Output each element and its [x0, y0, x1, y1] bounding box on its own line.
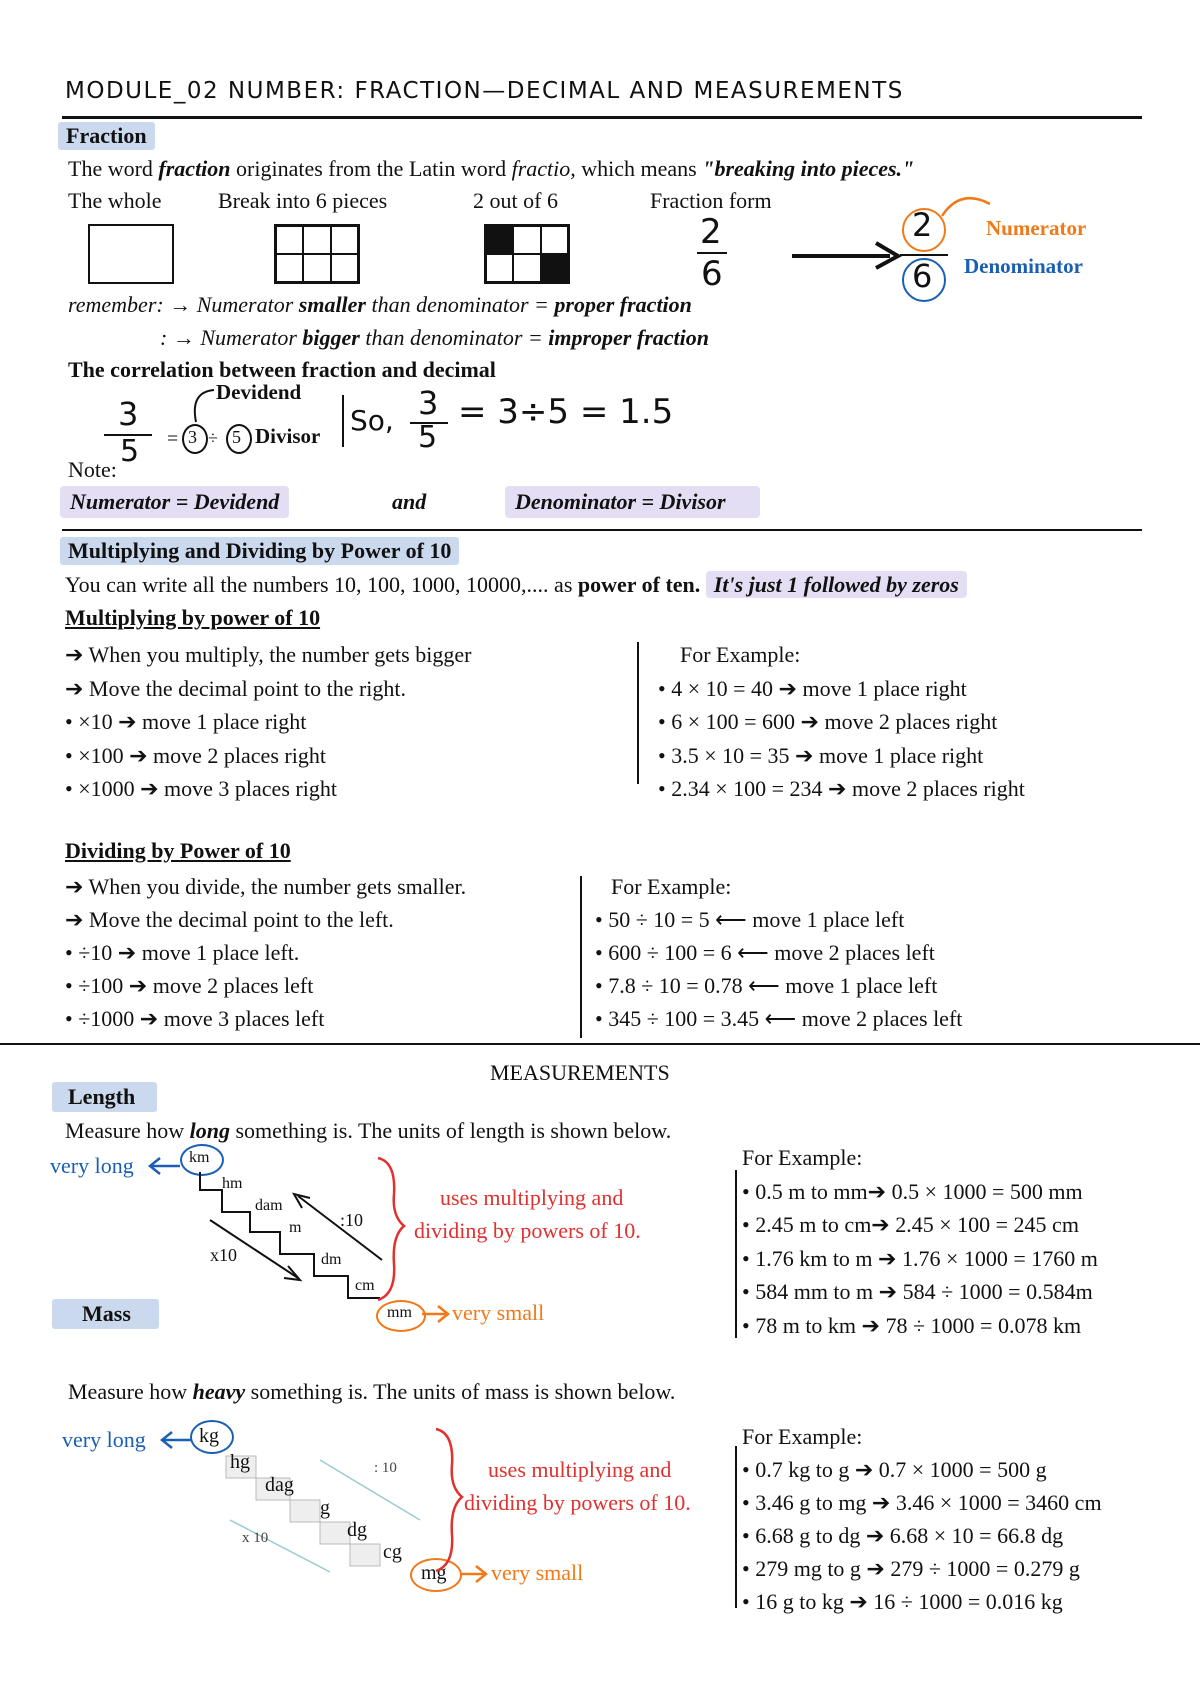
mass-brace-note-1: uses multiplying and [488, 1457, 672, 1482]
mult-example: • 2.34 × 100 = 234 ➔ move 2 places right [658, 776, 1025, 801]
length-div-label: :10 [340, 1210, 364, 1230]
mass-divider [735, 1446, 737, 1608]
arrow-right-icon [790, 240, 905, 270]
big-fraction-bar [900, 254, 948, 256]
hand-numerator: 3 [418, 384, 439, 422]
unit-hg: hg [230, 1451, 250, 1473]
mass-example: • 279 mg to g ➔ 279 ÷ 1000 = 0.279 g [742, 1556, 1080, 1581]
label-fraction-form: Fraction form [650, 188, 772, 213]
div-rule: ➔ Move the decimal point to the left. [65, 907, 394, 932]
length-brace-icon [374, 1154, 414, 1304]
mult-divider [637, 642, 639, 784]
unit-dam: dam [255, 1197, 283, 1214]
length-example: • 2.45 m to cm➔ 2.45 × 100 = 245 cm [742, 1212, 1079, 1237]
unit-cm: cm [355, 1277, 375, 1294]
length-example: • 1.76 km to m ➔ 1.76 × 1000 = 1760 m [742, 1245, 1098, 1271]
unit-m: m [289, 1219, 302, 1236]
mult-example: • 6 × 100 = 600 ➔ move 2 places right [658, 709, 998, 734]
arrow-left-icon [158, 1430, 194, 1450]
length-examples [742, 1141, 1098, 1342]
length-very-small: very small [452, 1300, 545, 1325]
mass-very-small: very small [491, 1560, 584, 1585]
length-brace-note-2: dividing by powers of 10. [414, 1218, 641, 1243]
divisor-label: Divisor [255, 424, 321, 448]
hand-denominator: 5 [418, 420, 438, 455]
length-example: • 0.5 m to mm➔ 0.5 × 1000 = 500 mm [742, 1178, 1083, 1204]
unit-kg: kg [199, 1425, 219, 1447]
mass-example: • 16 g to kg ➔ 16 ÷ 1000 = 0.016 kg [742, 1589, 1063, 1614]
mult-rule: • ×100 ➔ move 2 places right [65, 742, 326, 768]
mass-div-label: : 10 [374, 1460, 397, 1476]
length-divider [735, 1170, 737, 1338]
mass-example: • 6.68 g to dg ➔ 6.68 × 10 = 66.8 dg [742, 1523, 1064, 1548]
length-heading: Length [52, 1082, 157, 1112]
fraction-heading: Fraction [58, 122, 155, 150]
power-intro: You can write all the numbers 10, 100, 1000, 10000,.... as power of ten. It's just 1 followed by zeros [65, 572, 967, 598]
hand-so: So, [350, 404, 394, 437]
measurements-heading: MEASUREMENTS [490, 1060, 670, 1085]
eq-dividend: 3 [188, 427, 197, 447]
dividing-heading: Dividing by Power of 10 [65, 838, 291, 863]
dividing-rules [65, 870, 466, 1035]
unit-mg: mg [421, 1562, 447, 1584]
div-rule: • ÷10 ➔ move 1 place left. [65, 940, 300, 965]
div-example: • 50 ÷ 10 = 5 ⟵ move 1 place left [595, 907, 905, 932]
hand-equation: = 3÷5 = 1.5 [458, 392, 674, 432]
length-example: • 78 m to km ➔ 78 ÷ 1000 = 0.078 km [742, 1312, 1082, 1338]
eq-divide: ÷ [208, 428, 218, 448]
div-example: • 345 ÷ 100 = 3.45 ⟵ move 2 places left [595, 1006, 963, 1031]
page-title: MODULE_02 NUMBER: FRACTION—DECIMAL AND MEASUREMENTS [65, 78, 904, 104]
remember-improper: : → Numerator bigger than denominator = improper fraction [160, 325, 709, 350]
unit-hm: hm [222, 1175, 243, 1192]
numerator-equals-dividend: Numerator = Devidend [60, 486, 289, 518]
unit-g: g [320, 1497, 330, 1519]
denominator-label: Denominator [964, 254, 1083, 278]
whole-rectangle [88, 224, 174, 284]
eq-divisor: 5 [232, 427, 241, 447]
unit-cg: cg [383, 1541, 402, 1563]
remember-proper: remember: → Numerator smaller than denominator = proper fraction [68, 292, 692, 317]
dividing-examples [595, 870, 962, 1035]
mass-example: • 0.7 kg to g ➔ 0.7 × 1000 = 500 g [742, 1457, 1047, 1482]
div-example: • 7.8 ÷ 10 = 0.78 ⟵ move 1 place left [595, 973, 938, 998]
dividend-label: Devidend [216, 380, 302, 404]
title-rule [62, 116, 1142, 119]
mass-mult-label: x 10 [242, 1530, 269, 1546]
section-rule-1 [62, 529, 1142, 531]
fraction-intro: The word fraction originates from the Latin word fractio, which means "breaking into pieces." [68, 156, 915, 181]
label-whole: The whole [68, 188, 162, 213]
length-mult-label: x10 [210, 1245, 237, 1265]
multiplying-heading: Multiplying by power of 10 [65, 605, 321, 630]
big-numerator: 2 [912, 206, 933, 244]
eq-equals: = [167, 428, 179, 450]
unit-dm: dm [321, 1251, 342, 1268]
big-denominator: 6 [912, 257, 933, 295]
mass-examples [742, 1420, 1102, 1618]
fraction-form-denominator: 6 [701, 254, 723, 294]
section-rule-2 [0, 1043, 1200, 1045]
mult-rule: ➔ When you multiply, the number gets bigger [65, 642, 472, 667]
correlation-heading: The correlation between fraction and decimal [68, 357, 496, 382]
mass-example: • 3.46 g to mg ➔ 3.46 × 1000 = 3460 cm [742, 1490, 1102, 1515]
length-brace-note-1: uses multiplying and [440, 1185, 624, 1210]
mult-example: • 4 × 10 = 40 ➔ move 1 place right [658, 675, 967, 701]
note-label: Note: [68, 457, 117, 482]
length-intro: Measure how long something is. The units of length is shown below. [65, 1118, 672, 1143]
mass-very-long: very long [62, 1427, 146, 1452]
mass-brace-note-2: dividing by powers of 10. [464, 1490, 691, 1515]
power-heading: Multiplying and Dividing by Power of 10 [60, 537, 459, 565]
six-pieces-grid [274, 224, 360, 284]
mult-example: • 3.5 × 10 = 35 ➔ move 1 place right [658, 742, 984, 768]
fraction-form-numerator: 2 [700, 212, 722, 252]
unit-km: km [189, 1149, 210, 1166]
mass-example-heading: For Example: [742, 1424, 863, 1449]
multiplying-rules [65, 638, 471, 806]
numerator-label: Numerator [986, 216, 1087, 240]
div-rule: • ÷100 ➔ move 2 places left [65, 973, 314, 998]
eq-denominator: 5 [120, 434, 140, 469]
unit-dg: dg [347, 1519, 367, 1541]
mass-heading: Mass [52, 1299, 159, 1329]
arrow-right-small-icon [420, 1304, 452, 1324]
length-very-long: very long [50, 1153, 134, 1178]
label-break: Break into 6 pieces [218, 188, 388, 213]
eq-numerator: 3 [118, 395, 139, 433]
div-divider [580, 876, 582, 1038]
two-of-six-grid [484, 224, 570, 284]
length-example-heading: For Example: [742, 1145, 863, 1170]
length-example: • 584 mm to m ➔ 584 ÷ 1000 = 0.584m [742, 1279, 1093, 1304]
label-two-of-six: 2 out of 6 [473, 188, 558, 213]
div-example-heading: For Example: [611, 874, 732, 899]
unit-mm: mm [387, 1304, 412, 1321]
mult-example-heading: For Example: [680, 642, 801, 667]
mult-rule: • ×1000 ➔ move 3 places right [65, 776, 337, 801]
div-rule: ➔ When you divide, the number gets smaller. [65, 874, 467, 899]
denominator-equals-divisor: Denominator = Divisor [505, 486, 760, 518]
arrow-left-icon [146, 1156, 182, 1176]
multiplying-examples [658, 638, 1025, 806]
div-rule: • ÷1000 ➔ move 3 places left [65, 1006, 325, 1031]
mult-rule: • ×10 ➔ move 1 place right [65, 709, 307, 734]
div-example: • 600 ÷ 100 = 6 ⟵ move 2 places left [595, 940, 935, 965]
unit-dag: dag [265, 1474, 294, 1496]
divider-hand [342, 395, 344, 447]
mass-intro: Measure how heavy something is. The units of mass is shown below. [68, 1379, 676, 1404]
mult-rule: ➔ Move the decimal point to the right. [65, 675, 407, 701]
and-label: and [392, 489, 427, 514]
